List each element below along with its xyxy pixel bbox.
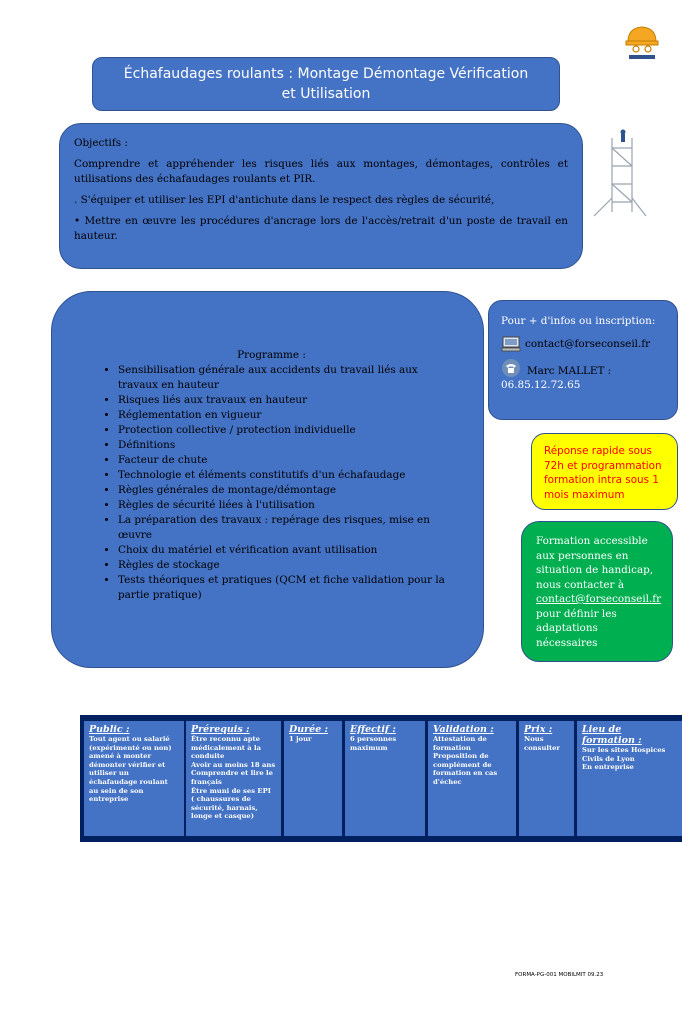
- program-heading: Programme :: [237, 349, 306, 361]
- program-item: • Règles de stockage: [118, 558, 459, 573]
- company-logo: [622, 22, 662, 62]
- cell-value: Sur les sites Hospices Civils de Lyon En entreprise: [582, 746, 666, 772]
- program-item: • Choix du matériel et vérification avant utilisation: [118, 543, 459, 558]
- cell-value: Tout agent ou salarié (expérimenté ou non) amené à monter démonter vérifier et utiliser un échafaudage roulant au sein de son entreprise: [89, 735, 172, 804]
- program-box: [51, 291, 484, 668]
- contact-name: Marc MALLET :: [527, 365, 612, 377]
- accessibility-text-before: Formation accessible aux personnes en situation de handicap, nous contacter à: [536, 535, 654, 591]
- table-cell-location: [577, 721, 682, 836]
- program-item: • Protection collective / protection individuelle: [118, 423, 459, 438]
- program-item: • Sensibilisation générale aux accidents du travail liés aux travaux en hauteur: [118, 363, 459, 393]
- table-cell-public: [84, 721, 184, 836]
- cell-value: Nous consulter: [524, 735, 561, 752]
- quick-response-text: Réponse rapide sous 72h et programmation formation intra sous 1 mois maximum: [544, 445, 662, 501]
- program-list: [84, 363, 459, 603]
- program-item: • Règles générales de montage/démontage: [118, 483, 459, 498]
- program-item: • Tests théoriques et pratiques (QCM et fiche validation pour la partie pratique): [118, 573, 459, 603]
- cell-value: 6 personnes maximum: [350, 735, 397, 752]
- program-item: • La préparation des travaux : repérage des risques, mise en œuvre: [118, 513, 459, 543]
- objective-3: • Mettre en œuvre les procédures d'ancrage lors de l'accès/retrait d'un poste de travail en hauteur.: [74, 215, 568, 242]
- accessibility-text-after: pour définir les adaptations nécessaires: [536, 607, 617, 649]
- cell-value: 1 jour: [289, 735, 312, 743]
- program-item: • Règles de sécurité liées à l'utilisation: [118, 498, 459, 513]
- accessibility-email-link[interactable]: contact@forseconseil.fr: [536, 593, 662, 605]
- program-item: • Risques liés aux travaux en hauteur: [118, 393, 459, 408]
- cell-header: Prérequis :: [191, 724, 250, 735]
- contact-intro: Pour + d'infos ou inscription:: [501, 315, 656, 327]
- page-title: [92, 57, 560, 111]
- cell-header: Public :: [89, 724, 130, 735]
- cell-header: Validation :: [433, 724, 494, 735]
- cell-header: Effectif :: [350, 724, 396, 735]
- phone-icon: [501, 358, 521, 378]
- cell-value: Être reconnu apte médicalement à la conduite Avoir au moins 18 ans Comprendre et lire le français Être muni de ses EPI ( chaussures de sécurité, harnais, longe et casque): [191, 735, 276, 821]
- page-title-text: Échafaudages roulants : Montage Démontage Vérification et Utilisation: [123, 66, 529, 102]
- document-reference: FORMA-PG-001 MOBILMIT 09.23: [515, 972, 604, 978]
- objective-2: . S'équiper et utiliser les EPI d'antichute dans le respect des règles de sécurité,: [74, 194, 495, 206]
- cell-header: Durée :: [289, 724, 329, 735]
- program-item: • Technologie et éléments constitutifs d'un échafaudage: [118, 468, 459, 483]
- contact-name-row: [501, 358, 665, 378]
- table-cell-prerequisites: [186, 721, 281, 836]
- contact-email-row: [501, 336, 665, 352]
- objectives-heading: Objectifs :: [74, 137, 128, 149]
- scaffold-illustration: [590, 128, 648, 220]
- contact-box: [488, 300, 678, 420]
- table-cell-validation: [428, 721, 516, 836]
- cell-header: Lieu de formation :: [582, 724, 642, 746]
- table-cell-headcount: [345, 721, 425, 836]
- objectives-box: [59, 123, 583, 269]
- accessibility-box: [521, 521, 673, 662]
- cell-value: Attestation de formation Proposition de complément de formation en cas d'échec: [433, 735, 498, 786]
- contact-phone[interactable]: 06.85.12.72.65: [501, 379, 581, 391]
- contact-email[interactable]: contact@forseconseil.fr: [525, 338, 651, 350]
- program-item: • Réglementation en vigueur: [118, 408, 459, 423]
- program-item: • Définitions: [118, 438, 459, 453]
- info-table: [80, 715, 682, 842]
- table-cell-price: [519, 721, 574, 836]
- cell-header: Prix :: [524, 724, 553, 735]
- program-item: • Facteur de chute: [118, 453, 459, 468]
- objective-1: Comprendre et appréhender les risques liés aux montages, démontages, contrôles et utilisations des échafaudages roulants et PIR.: [74, 158, 568, 185]
- quick-response-box: [531, 433, 678, 510]
- table-cell-duration: [284, 721, 342, 836]
- computer-icon: [501, 336, 521, 352]
